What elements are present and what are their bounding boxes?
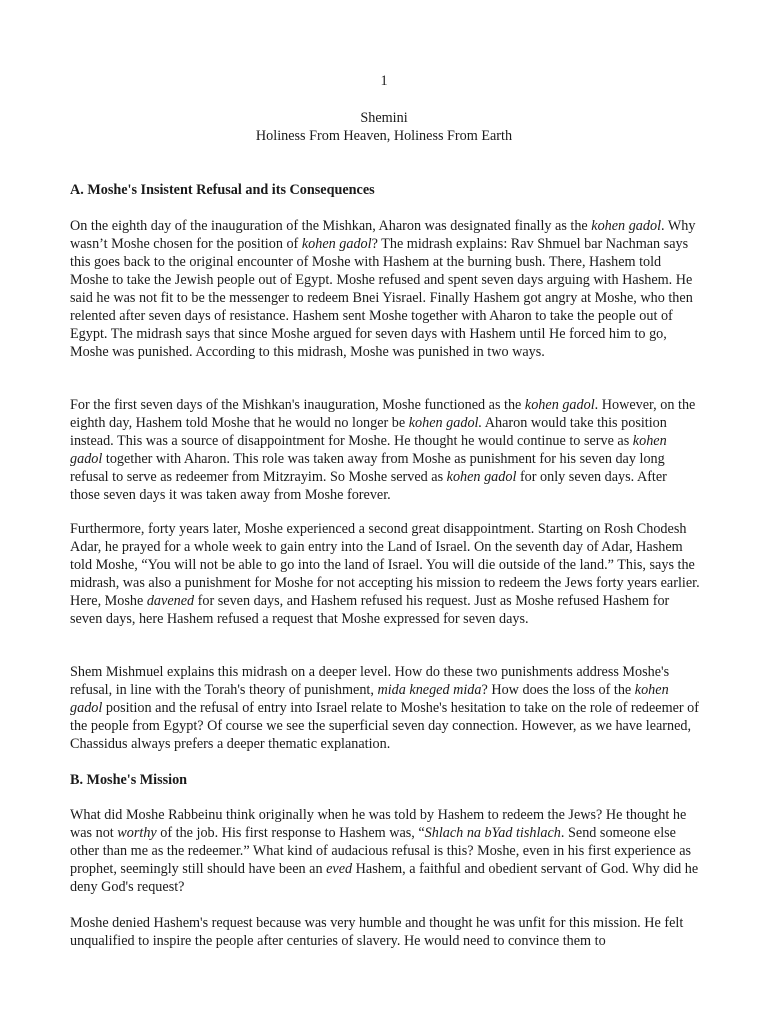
section-a-paragraph-4: Shem Mishmuel explains this midrash on a deeper level. How do these two punishments address Moshe's refusal, in line with the Torah's theory of punishment, mida kneged mida? How does the loss of the kohen gadol position and the refusal of entry into Israel relate to Moshe's hesitation to take on the role of redeemer of the people from Egypt? Of course we see the superficial seven day connection. However, as we have learned, Chassidus always prefers a deeper thematic explanation.: [70, 664, 699, 752]
section-b-heading: B. Moshe's Mission: [70, 772, 188, 788]
document-subtitle: Holiness From Heaven, Holiness From Earth: [255, 128, 513, 144]
section-a-heading: A. Moshe's Insistent Refusal and its Consequences: [70, 182, 375, 198]
document-title: Shemini: [360, 110, 408, 126]
page-number: 1: [380, 73, 388, 89]
section-a-paragraph-3: Furthermore, forty years later, Moshe experienced a second great disappointment. Starting on Rosh Chodesh Adar, he prayed for a whole week to gain entry into the Land of Israel. On the seventh day of Adar, Hashem told Moshe, “You will not be able to go into the land of Israel. You will die outside of the land.” This, says the midrash, was also a punishment for Moshe for not accepting his mission to redeem the Jews forty years earlier. Here, Moshe davened for seven days, and Hashem refused his request. Just as Moshe refused Hashem for seven days, here Hashem refused a request that Moshe expressed for seven days.: [70, 521, 700, 627]
section-b-paragraph-2: Moshe denied Hashem's request because was very humble and thought he was unfit for this mission. He felt unqualified to inspire the people after centuries of slavery. He would need to convince them to: [70, 915, 684, 949]
section-a-paragraph-1: On the eighth day of the inauguration of the Mishkan, Aharon was designated finally as the kohen gadol. Why wasn’t Moshe chosen for the position of kohen gadol? The midrash explains: Rav Shmuel bar Nachman says this goes back to the original encounter of Moshe with Hashem at the burning bush. There, Hashem told Moshe to take the Jewish people out of Egypt. Moshe refused and spent seven days arguing with Hashem. He said he was not fit to be the messenger to redeem Bnei Yisrael. Finally Hashem got angry at Moshe, who then relented after seven days of resistance. Hashem sent Moshe together with Aharon to take the people out of Egypt. The midrash says that since Moshe argued for seven days with Hashem until He forced him to go, Moshe was punished. According to this midrash, Moshe was punished in two ways.: [70, 218, 696, 360]
section-b-paragraph-1: What did Moshe Rabbeinu think originally when he was told by Hashem to redeem the Jews? He thought he was not worthy of the job. His first response to Hashem was, “Shlach na bYad tishlach. Send someone else other than me as the redeemer.” What kind of audacious refusal is this? Moshe, even in his first experience as prophet, seemingly still should have been an eved Hashem, a faithful and obedient servant of God. Why did he deny God's request?: [70, 807, 699, 895]
section-a-paragraph-2: For the first seven days of the Mishkan's inauguration, Moshe functioned as the kohen gadol. However, on the eighth day, Hashem told Moshe that he would no longer be kohen gadol. Aharon would take this position instead. This was a source of disappointment for Moshe. He thought he would continue to serve as kohen gadol together with Aharon. This role was taken away from Moshe as punishment for his seven day long refusal to serve as redeemer from Mitzrayim. So Moshe served as kohen gadol for only seven days. After those seven days it was taken away from Moshe forever.: [70, 397, 696, 503]
